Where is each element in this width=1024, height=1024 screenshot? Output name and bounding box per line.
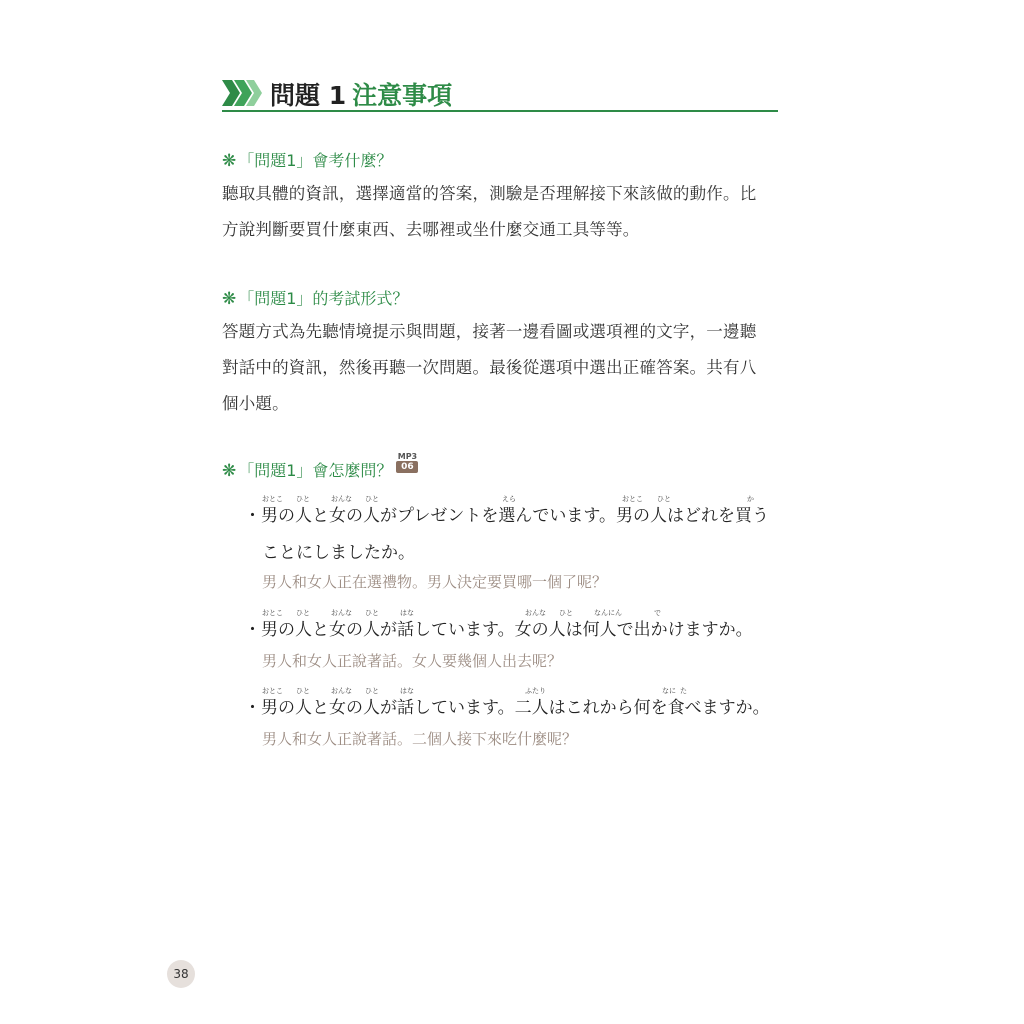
mp3-badge: [396, 452, 418, 473]
mp3-track: 06: [396, 461, 418, 473]
flower-bullet-icon: ❋: [222, 151, 237, 171]
mp3-label: MP3: [397, 452, 418, 461]
body-line: 聽取具體的資訊，選擇適當的答案，測驗是否理解接下來該做的動作。比: [222, 184, 757, 203]
furigana: ふたり: [525, 687, 546, 695]
example-sentence-2: ・男の人と女の人が話しています。女の人は何人で出かけますか。: [244, 620, 753, 640]
furigana: おとこ: [262, 495, 283, 503]
furigana: ひと: [296, 687, 310, 695]
furigana: ひと: [365, 495, 379, 503]
furigana: なんにん: [594, 609, 622, 617]
example-sentence-1: ・男の人と女の人がプレゼントを選んでいます。男の人はどれを買う: [244, 506, 769, 526]
page-title: [270, 76, 452, 112]
furigana: ひと: [296, 609, 310, 617]
flower-bullet-icon: ❋: [222, 289, 237, 309]
furigana: ひと: [365, 687, 379, 695]
furigana: で: [654, 609, 661, 617]
furigana: ひと: [296, 495, 310, 503]
page-number: 38: [167, 960, 195, 988]
furigana: ひと: [559, 609, 573, 617]
example-sentence-3: ・男の人と女の人が話しています。二人はこれから何を食べますか。: [244, 698, 770, 718]
furigana: ひと: [365, 609, 379, 617]
body-line: 方說判斷要買什麼東西、去哪裡或坐什麼交通工具等等。: [222, 220, 640, 239]
body-line: 個小題。: [222, 394, 289, 413]
section-body-1: [222, 176, 782, 248]
section-body-2: [222, 314, 782, 422]
furigana: なに: [662, 687, 676, 695]
furigana: おとこ: [622, 495, 643, 503]
chevron-arrows-icon: [222, 80, 264, 106]
furigana: おんな: [331, 687, 352, 695]
example-translation-3: 男人和女人正說著話。二個人接下來吃什麼呢？: [262, 730, 578, 748]
body-line: 對話中的資訊，然後再聽一次問題。最後從選項中選出正確答案。共有八: [222, 358, 757, 377]
section-heading-text: 「問題1」會怎麼問？: [238, 461, 393, 480]
example-translation-2: 男人和女人正說著話。女人要幾個人出去呢？: [262, 652, 563, 670]
example-sentence-1-cont: ことにしましたか。: [262, 543, 415, 563]
furigana: えら: [502, 495, 516, 503]
furigana: おんな: [525, 609, 546, 617]
title-part2: 注意事項: [352, 81, 453, 110]
furigana: おとこ: [262, 609, 283, 617]
furigana: ひと: [657, 495, 671, 503]
section-heading-2: [222, 286, 408, 309]
furigana: おとこ: [262, 687, 283, 695]
section-heading-text: 「問題1」的考試形式？: [238, 289, 409, 308]
section-heading-3: [222, 452, 418, 481]
flower-bullet-icon: ❋: [222, 461, 237, 481]
section-header: [222, 74, 778, 114]
body-line: 答題方式為先聽情境提示與問題，接著一邊看圖或選項裡的文字，一邊聽: [222, 322, 757, 341]
section-heading-text: 「問題1」會考什麼？: [238, 151, 393, 170]
title-part1: 問題 1: [270, 81, 347, 110]
furigana: はな: [400, 687, 414, 695]
furigana: はな: [400, 609, 414, 617]
furigana: おんな: [331, 609, 352, 617]
section-heading-1: [222, 148, 392, 171]
header-divider: [222, 110, 778, 112]
furigana: おんな: [331, 495, 352, 503]
furigana: た: [680, 687, 687, 695]
furigana: か: [747, 495, 754, 503]
example-translation-1: 男人和女人正在選禮物。男人決定要買哪一個了呢？: [262, 573, 608, 591]
